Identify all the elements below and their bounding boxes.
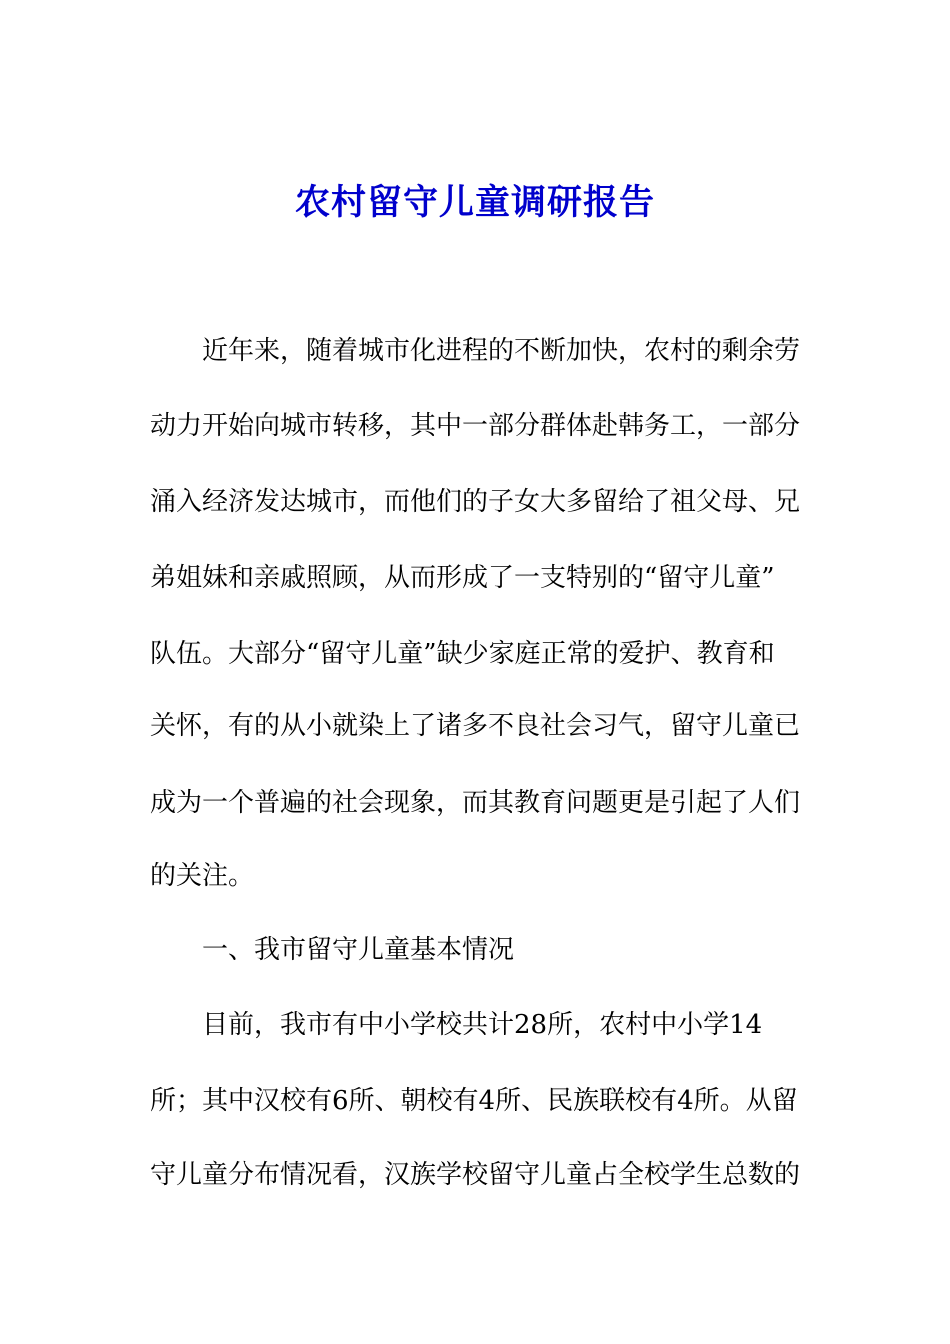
paragraph-line: 涌入经济发达城市，而他们的子女大多留给了祖父母、兄 (150, 487, 801, 517)
paragraph-line: 的关注。 (150, 861, 255, 891)
paragraph-line: 动力开始向城市转移，其中一部分群体赴韩务工，一部分 (150, 411, 801, 441)
paragraph-line: 成为一个普遍的社会现象，而其教育问题更是引起了人们 (150, 788, 801, 818)
paragraph-line: 目前，我市有中小学校共计28所，农村中小学14 (202, 1010, 763, 1040)
paragraph-line: 守儿童分布情况看，汉族学校留守儿童占全校学生总数的 (150, 1160, 801, 1190)
paragraph-line: 关怀，有的从小就染上了诸多不良社会习气，留守儿童已 (150, 711, 801, 741)
section-heading: 一、我市留守儿童基本情况 (202, 935, 515, 965)
paragraph-line: 近年来，随着城市化进程的不断加快，农村的剩余劳 (202, 336, 801, 366)
document-title: 农村留守儿童调研报告 (294, 182, 655, 223)
paragraph-line: 弟姐妹和亲戚照顾，从而形成了一支特别的“留守儿童” (150, 563, 775, 593)
paragraph-line: 所；其中汉校有6所、朝校有4所、民族联校有4所。从留 (150, 1086, 798, 1116)
paragraph-line: 队伍。大部分“留守儿童”缺少家庭正常的爱护、教育和 (150, 639, 775, 669)
